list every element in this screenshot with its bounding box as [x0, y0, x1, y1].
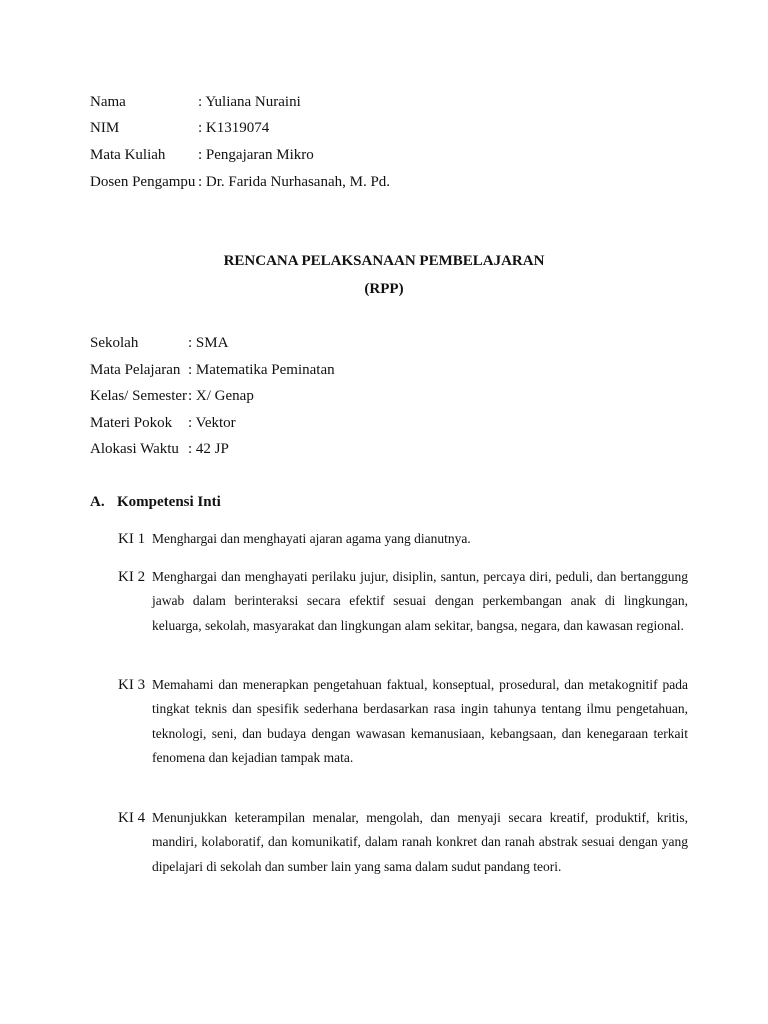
header-nama-label: Nama: [90, 94, 126, 110]
identity-alokasi-label: Alokasi Waktu: [90, 441, 179, 457]
header-nama-row: [90, 92, 301, 112]
header-dosen-value: : Dr. Farida Nurhasanah, M. Pd.: [198, 174, 391, 190]
ki-label: KI 4: [118, 810, 146, 826]
identity-materi-value: : Vektor: [188, 415, 236, 431]
ki-item-1: [118, 527, 688, 551]
section-a-heading: [90, 494, 221, 511]
header-nama-value: : Yuliana Nuraini: [198, 94, 301, 110]
header-dosen-row: [90, 172, 390, 192]
section-a-title: Kompetensi Inti: [117, 494, 221, 510]
header-nim-label: NIM: [90, 120, 120, 136]
identity-materi-label: Materi Pokok: [90, 415, 173, 431]
ki-text: Menunjukkan keterampilan menalar, mengolah, dan menyaji secara kreatif, produktif, kritis, mandiri, kolaboratif, dan komunikatif, dalam ranah konkret dan ranah abstrak sesuai dengan yang dipelajari di sekolah dan sumber lain yang sama dalam sudut pandang teori.: [152, 810, 688, 874]
ki-item-4: [118, 806, 688, 879]
identity-sekolah-row: [90, 333, 228, 353]
header-nim-value: : K1319074: [198, 120, 270, 136]
ki-text: Menghargai dan menghayati perilaku jujur, disiplin, santun, percaya diri, peduli, dan bertanggung jawab dalam berinteraksi secara efektif sesuai dengan perkembangan anak di lingkungan, keluarga, sekolah, masyarakat dan lingkungan alam sekitar, bangsa, negara, dan kawasan regional.: [152, 569, 688, 633]
header-dosen-label: Dosen Pengampu: [90, 174, 196, 190]
ki-label: KI 3: [118, 677, 146, 693]
ki-item-2: [118, 565, 688, 638]
identity-sekolah-value: : SMA: [188, 335, 229, 351]
document-title: RENCANA PELAKSANAAN PEMBELAJARAN: [223, 253, 545, 269]
section-a-letter: A.: [90, 494, 105, 510]
ki-text: Menghargai dan menghayati ajaran agama yang dianutnya.: [152, 531, 471, 546]
identity-kelas-label: Kelas/ Semester: [90, 388, 188, 404]
identity-sekolah-label: Sekolah: [90, 335, 139, 351]
document-subtitle: (RPP): [364, 281, 404, 297]
identity-mapel-value: : Matematika Peminatan: [188, 362, 335, 378]
ki-label: KI 1: [118, 531, 146, 547]
ki-label: KI 2: [118, 569, 146, 585]
identity-materi-row: [90, 413, 236, 433]
identity-kelas-value: : X/ Genap: [188, 388, 254, 404]
header-mata-kuliah-value: : Pengajaran Mikro: [198, 147, 314, 163]
identity-alokasi-row: [90, 439, 229, 459]
identity-kelas-row: [90, 386, 254, 406]
ki-text: Memahami dan menerapkan pengetahuan faktual, konseptual, prosedural, dan metakognitif pada tingkat teknis dan spesifik sederhana berdasarkan rasa ingin tahunya tentang ilmu pengetahuan, teknologi, seni, dan budaya dengan wawasan kemanusiaan, kebangsaan, dan kenegaraan terkait fenomena dan kejadian tampak mata.: [152, 677, 688, 765]
identity-alokasi-value: : 42 JP: [188, 441, 229, 457]
ki-item-3: [118, 673, 688, 770]
header-nim-row: [90, 118, 269, 138]
identity-mapel-label: Mata Pelajaran: [90, 362, 181, 378]
header-mata-kuliah-row: [90, 145, 314, 165]
header-mata-kuliah-label: Mata Kuliah: [90, 147, 166, 163]
identity-mapel-row: [90, 360, 335, 380]
